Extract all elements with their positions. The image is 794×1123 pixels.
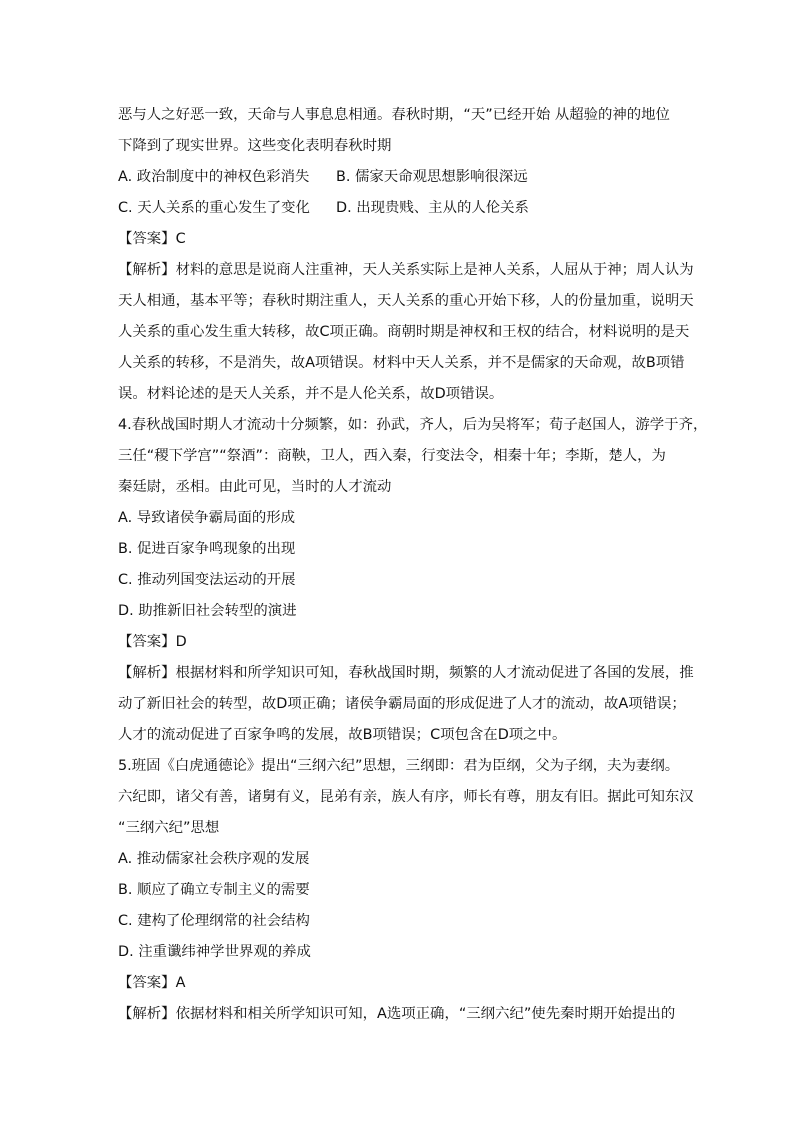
q4-option-a: A. 导致诸侯争霸局面的形成	[118, 510, 296, 526]
q4-option-b: B. 促进百家争鸣现象的出现	[118, 541, 296, 557]
q4-option-d: D. 助推新旧社会转型的演进	[118, 603, 297, 619]
q5-answer: 【答案】A	[118, 975, 186, 991]
q3-analysis-line: 【解析】材料的意思是说商人注重神，天人关系实际上是神人关系，人屈从于神；周人认为	[118, 262, 694, 278]
q4-answer: 【答案】D	[118, 634, 187, 650]
q5-option-d: D. 注重谶纬神学世界观的养成	[118, 944, 311, 960]
q5-stem-line: 5.班固《白虎通德论》提出“三纲六纪”思想，三纲即：君为臣纲，父为子纲，夫为妻纲。	[118, 758, 680, 774]
q4-stem-line: 4.春秋战国时期人才流动十分频繁，如：孙武，齐人，后为吴将军；荀子赵国人，游学于齐，	[118, 417, 708, 433]
document-content	[118, 100, 708, 1030]
q4-analysis-line: 动了新旧社会的转型，故D项正确；诸侯争霸局面的形成促进了人才的流动，故A项错误；	[118, 696, 686, 712]
q3-option-a: A. 政治制度中的神权色彩消失	[118, 169, 310, 185]
q4-option-c: C. 推动列国变法运动的开展	[118, 572, 296, 588]
q5-stem-line: 六纪即，诸父有善，诸舅有义，昆弟有亲，族人有序，师长有尊，朋友有旧。据此可知东汉	[118, 789, 694, 805]
q4-stem-line: 三任“稷下学宫”“祭酒”：商鞅，卫人，西入秦，行变法令，相秦十年；李斯，楚人，为	[118, 448, 666, 464]
q3-analysis-line: 天人相通，基本平等；春秋时期注重人，天人关系的重心开始下移，人的份量加重，说明天	[118, 293, 694, 309]
q3-options-row	[118, 162, 678, 193]
q5-option-b: B. 顺应了确立专制主义的需要	[118, 882, 310, 898]
q3-options-row	[118, 193, 678, 224]
q5-analysis-line: 【解析】依据材料和相关所学知识可知，A选项正确，“三纲六纪”使先秦时期开始提出的	[118, 1006, 676, 1022]
q5-stem-line: “三纲六纪”思想	[118, 820, 220, 836]
q4-stem-line: 秦廷尉，丞相。由此可见，当时的人才流动	[118, 479, 392, 495]
q3-stem-line: 恶与人之好恶一致，天命与人事息息相通。春秋时期，“天”已经开始 从超验的神的地位	[118, 107, 670, 123]
q3-analysis-line: 误。材料论述的是天人关系，并不是人伦关系，故D项错误。	[118, 386, 504, 402]
q4-analysis-line: 人才的流动促进了百家争鸣的发展，故B项错误；C项包含在D项之中。	[118, 727, 567, 743]
q3-option-c: C. 天人关系的重心发生了变化	[118, 200, 310, 216]
q3-option-d: D. 出现贵贱、主从的人伦关系	[336, 200, 529, 216]
q5-option-c: C. 建构了伦理纲常的社会结构	[118, 913, 310, 929]
q3-stem-line: 下降到了现实世界。这些变化表明春秋时期	[118, 138, 392, 154]
q3-option-b: B. 儒家天命观思想影响很深远	[336, 169, 528, 185]
q3-analysis-line: 人关系的转移，不是消失，故A项错误。材料中天人关系，并不是儒家的天命观，故B项错	[118, 355, 685, 371]
q3-analysis-line: 人关系的重心发生重大转移，故C项正确。商朝时期是神权和王权的结合，材料说明的是天	[118, 324, 690, 340]
q5-option-a: A. 推动儒家社会秩序观的发展	[118, 851, 310, 867]
q4-analysis-line: 【解析】根据材料和所学知识可知，春秋战国时期，频繁的人才流动促进了各国的发展，推	[118, 665, 694, 681]
q3-answer: 【答案】C	[118, 231, 186, 247]
